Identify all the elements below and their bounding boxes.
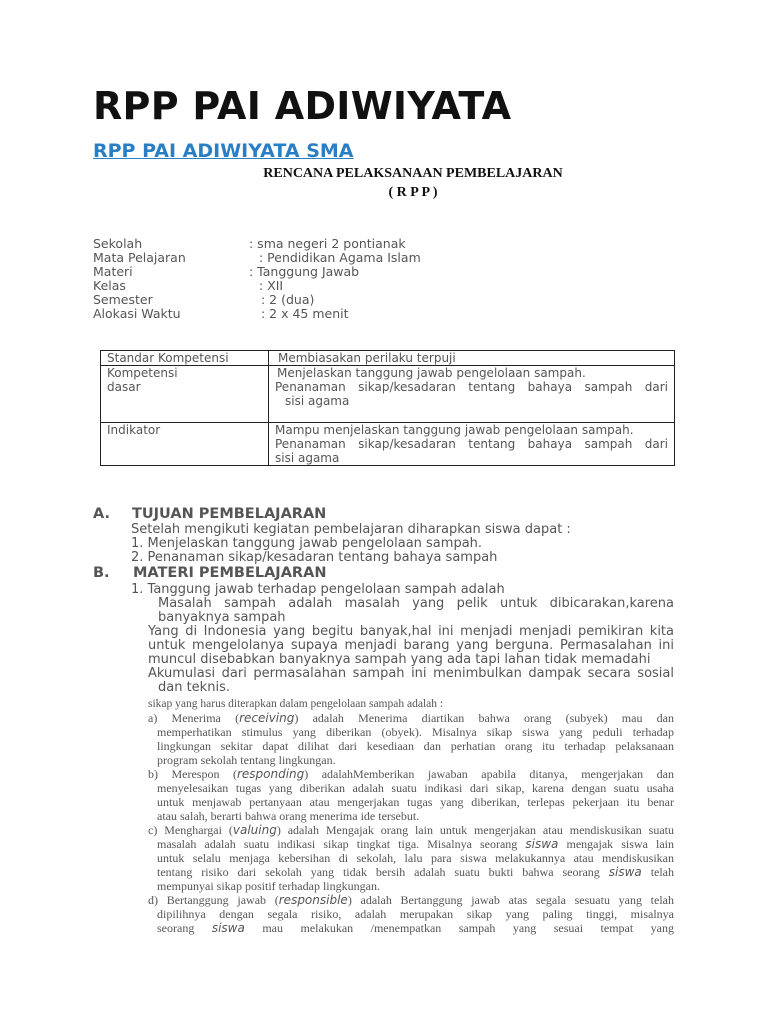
- document-subheading: ( R P P ): [388, 185, 438, 200]
- info-value: : Tanggung Jawab: [249, 264, 360, 279]
- info-value: : 2 (dua): [261, 292, 315, 307]
- section-a-heading: A. TUJUAN PEMBELAJARAN: [93, 506, 327, 522]
- list-item: 1. Menjelaskan tanggung jawab pengelolaan sampah.: [131, 536, 483, 551]
- info-value: : 2 x 45 menit: [261, 306, 349, 321]
- attitude-item-d: d) Bertanggung jawab (responsible) adalah Bertanggung jawab atas segala sesuatu yang telah: [148, 893, 674, 907]
- list-item: 1. Tanggung jawab terhadap pengelolaan sampah adalah: [131, 582, 505, 597]
- paragraph-line: banyaknya sampah: [158, 610, 286, 625]
- paragraph-line: menyelesaikan tugas yang diberikan adalah suatu indikasi dari sikap, karena dengan suatu usaha: [157, 781, 674, 795]
- attitude-item-b: b) Merespon (responding) adalahMemberikan jawaban apabila ditanya, mengerjakan dan: [148, 767, 674, 781]
- paragraph-line: Masalah sampah adalah masalah yang pelik untuk dibicarakan,karena: [158, 596, 674, 611]
- attitude-item-c: c) Menghargai (valuing) adalah Mengajak orang lain untuk mengerjakan atau mendiskusikan suatu: [148, 823, 674, 837]
- paragraph-line: dipilihnya dengan segala risiko, adalah merupakan sikap yang paling tinggi, misalnya: [157, 907, 674, 921]
- paragraph-line: untuk selalu menjaga kebersihan di sekolah, lalu para siswa melakukannya atau mendiskusikan: [157, 851, 674, 865]
- info-value: : sma negeri 2 pontianak: [249, 236, 406, 251]
- paragraph-line: seorang siswa mau melakukan /menempatkan sampah yang sesuai tempat yang: [157, 921, 675, 935]
- paragraph-line: dan teknis.: [158, 680, 230, 695]
- section-b-heading: B. MATERI PEMBELAJARAN: [93, 565, 327, 581]
- paragraph-line: program sekolah tentang lingkungan.: [157, 753, 336, 767]
- info-label: Alokasi Waktu: [93, 306, 181, 321]
- info-value: : Pendidikan Agama Islam: [259, 250, 421, 265]
- table-cell-value: Mampu menjelaskan tanggung jawab pengelolaan sampah. Penanaman sikap/kesadaran tentang bahaya sampah dari sisi agama: [269, 423, 675, 466]
- page-title: RPP PAI ADIWIYATA: [93, 84, 512, 128]
- table-row: [101, 423, 675, 466]
- table-cell-label: Kompetensi dasar: [101, 366, 269, 423]
- subtitle-link[interactable]: RPP PAI ADIWIYATA SMA: [93, 140, 354, 162]
- table-row: [101, 351, 675, 366]
- competency-table: [100, 350, 675, 466]
- info-label: Kelas: [93, 278, 126, 293]
- paragraph-line: mempunyai sikap positif terhadap lingkungan.: [157, 879, 380, 893]
- paragraph-line: masalah adalah suatu indikasi sikap tingkat tiga. Misalnya seorang siswa mengajak siswa lain: [157, 837, 675, 851]
- info-label: Sekolah: [93, 236, 143, 251]
- table-row: [101, 366, 675, 423]
- attitude-item-a: a) Menerima (receiving) adalah Menerima diartikan bahwa orang (subyek) mau dan: [148, 711, 674, 725]
- paragraph-line: Yang di Indonesia yang begitu banyak,hal ini menjadi menjadi pemikiran kita: [148, 624, 674, 639]
- table-cell-value: Menjelaskan tanggung jawab pengelolaan sampah. Penanaman sikap/kesadaran tentang bahaya sampah dari sisi agama: [269, 366, 675, 423]
- table-cell-value: Membiasakan perilaku terpuji: [269, 351, 675, 366]
- info-label: Materi: [93, 264, 133, 279]
- paragraph-line: atau salah, berarti bahwa orang menerima ide tersebut.: [157, 809, 420, 823]
- paragraph-line: Akumulasi dari permasalahan sampah ini menimbulkan dampak secara sosial: [148, 666, 674, 681]
- paragraph-line: untuk menjawab pertanyaan atau mengerjakan tugas yang diberikan, terlepas pekerjaan itu benar: [157, 795, 674, 809]
- attitude-lead: sikap yang harus diterapkan dalam pengelolaan sampah adalah :: [148, 698, 444, 710]
- section-a-intro: Setelah mengikuti kegiatan pembelajaran diharapkan siswa dapat :: [131, 522, 571, 537]
- document-heading: RENCANA PELAKSANAAN PEMBELAJARAN: [263, 166, 563, 181]
- paragraph-line: untuk mengelolanya supaya menjadi barang yang berguna. Permasalahan ini: [148, 638, 674, 653]
- paragraph-line: tentang risiko dari sekolah yang tidak bersih adalah suatu bukti bahwa seorang siswa telah: [157, 865, 675, 879]
- info-label: Mata Pelajaran: [93, 250, 186, 265]
- info-value: : XII: [259, 278, 284, 293]
- info-label: Semester: [93, 292, 153, 307]
- paragraph-line: muncul disebabkan banyaknya sampah yang ada tapi lahan tidak memadahi: [148, 652, 651, 667]
- paragraph-line: lingkungan sekitar dapat dilihat dari kesediaan dan perhatian orang itu terhadap pelaksanaan: [157, 739, 674, 753]
- list-item: 2. Penanaman sikap/kesadaran tentang bahaya sampah: [131, 550, 498, 565]
- table-cell-label: Indikator: [101, 423, 269, 466]
- table-cell-label: Standar Kompetensi: [101, 351, 269, 366]
- paragraph-line: memperhatikan stimulus yang diberikan (obyek). Misalnya sikap siswa yang peduli terhadap: [157, 725, 674, 739]
